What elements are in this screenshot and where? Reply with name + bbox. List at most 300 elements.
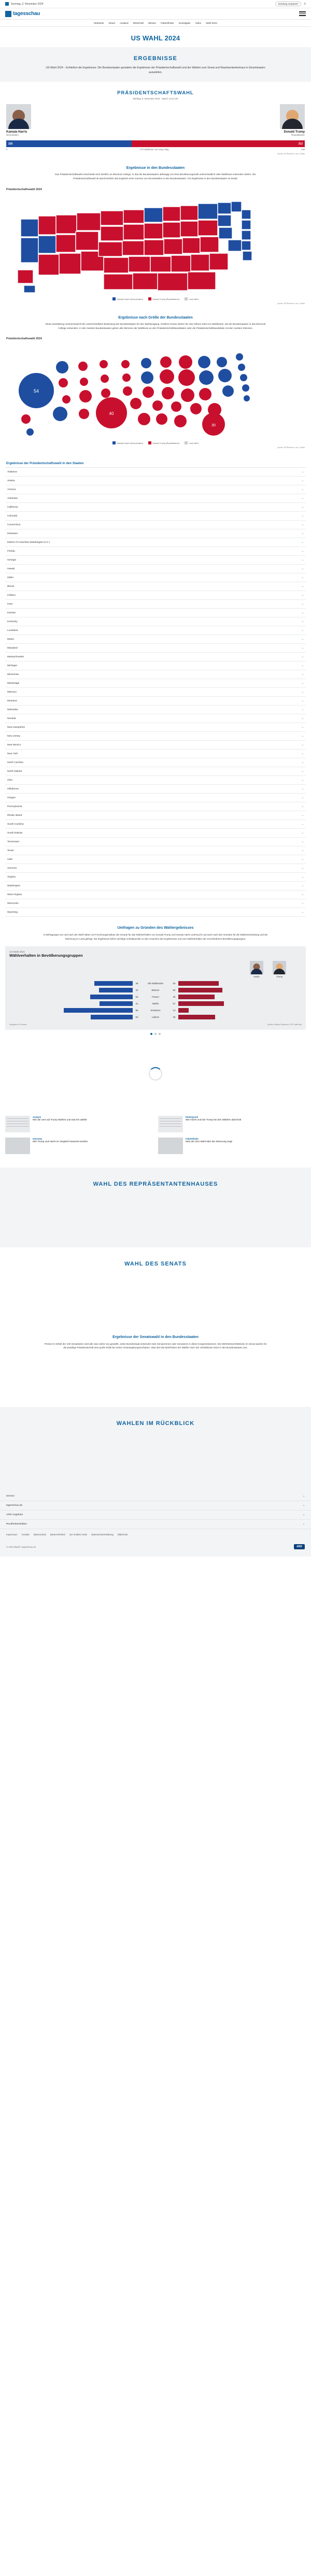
chevron-down-icon[interactable]: ⌄ (301, 840, 304, 844)
chevron-down-icon[interactable]: ⌄ (301, 629, 304, 632)
nav-item-inland[interactable]: Inland (108, 22, 115, 24)
chevron-down-icon[interactable]: ⌄ (301, 646, 304, 650)
chevron-down-icon[interactable]: ⌄ (301, 690, 304, 694)
chevron-down-icon[interactable]: ⌄ (301, 761, 304, 765)
state-name: Massachusetts (7, 655, 24, 658)
state-row[interactable] (5, 855, 306, 864)
state-name: Delaware (7, 532, 18, 535)
state-row[interactable] (5, 838, 306, 846)
trump-party: Republikaner (291, 134, 305, 137)
wahlverhalten-row (9, 980, 302, 987)
teaser-card-1[interactable] (5, 1116, 153, 1132)
state-row[interactable] (5, 706, 306, 714)
state-name: New Hampshire (7, 726, 25, 729)
loading-spinner-icon (149, 1067, 162, 1081)
teaser-card-3[interactable] (5, 1138, 153, 1154)
sendung-verpasst-button[interactable]: Sendung verpasst? (275, 2, 302, 6)
state-row[interactable] (5, 820, 306, 829)
harris-value: 86 (135, 1009, 138, 1012)
trump-value: 55 (173, 988, 176, 991)
repraesentantenhaus-section (0, 1168, 311, 1247)
chevron-down-icon[interactable]: ⌄ (301, 550, 304, 553)
brand-square-icon (5, 11, 11, 17)
teaser-kicker-1: Analyse (33, 1115, 41, 1118)
nav-item-startseite[interactable]: Startseite (93, 22, 104, 24)
chevron-down-icon[interactable]: ⌄ (301, 699, 304, 703)
chevron-down-icon[interactable]: ⌄ (302, 1514, 305, 1517)
state-name: North Carolina (7, 761, 23, 764)
teaser-card-4[interactable] (158, 1138, 306, 1154)
svg-text:54: 54 (33, 388, 39, 394)
chevron-down-icon[interactable]: ⌄ (301, 638, 304, 641)
nav-item-wirtschaft[interactable]: Wirtschaft (133, 22, 144, 24)
state-name: South Dakota (7, 831, 23, 834)
nav-item-wissen[interactable]: Wissen (148, 22, 157, 24)
state-row[interactable] (5, 644, 306, 653)
state-name: Missouri (7, 690, 17, 694)
harris-bar (64, 1008, 133, 1013)
state-name: Louisiana (7, 629, 18, 632)
state-row[interactable] (5, 670, 306, 679)
harris-bar (91, 1015, 133, 1019)
state-row[interactable] (5, 767, 306, 776)
chevron-down-icon[interactable]: ⌄ (301, 567, 304, 571)
page-hero (0, 27, 311, 47)
state-name: Texas (7, 849, 14, 852)
trump-name: Donald Trump (284, 131, 305, 134)
footer-link-bildrechte[interactable]: Bildrechte (117, 1533, 128, 1536)
teaser-title-2[interactable]: Wie Harris und wie Trump bei den Wählern abschnitt (186, 1118, 242, 1121)
chevron-down-icon[interactable]: ⌄ (301, 682, 304, 685)
state-name: California (7, 506, 18, 509)
state-row[interactable] (5, 908, 306, 917)
chevron-down-icon[interactable]: ⌄ (301, 523, 304, 527)
group-label: Schwarze (150, 1009, 161, 1012)
harris-mini-photo (250, 961, 263, 974)
trump-bar (178, 1015, 215, 1019)
ergebnisse-text: US-Wahl 2024 - Schließen die Ergebnisse: Die Bundesstaaten gestalten die Ergebnisse der Präsidentschaftswahl und der Wahlen zum Senat und Repräsentantenhaus in Einzelstaaten auswählen. (46, 66, 265, 74)
trump-value: 46 (173, 1015, 176, 1018)
teaser-row-1 (5, 1116, 306, 1138)
chevron-down-icon[interactable]: ⌄ (301, 831, 304, 835)
bubble-legend (0, 440, 311, 444)
legend-harris-bubble: Kamala Harris (Demokraten) (112, 441, 143, 444)
state-name: Washington (7, 884, 21, 887)
senat-section (0, 1247, 311, 1407)
state-row[interactable] (5, 714, 306, 723)
state-name: Iowa (7, 602, 13, 606)
groesse-text: Diese Darstellung veranschaulicht die unterschiedliche Bedeutung der Bundesstaaten für den Wahlausgang. Größere Kreise stehen für eine höhere Zahl von Wahlleuten, die die Bundesstaaten in das Electoral College entsenden. In den meisten Bundesstaaten gehen alle Stimmen der Wahlleute an den Präsidentschaftskandidaten oder die Präsidentschaftskandidatin mit den meisten Stimmen. (45, 322, 266, 329)
state-row[interactable] (5, 626, 306, 635)
senat-block-text: Presse im Drittel der 100 Senatssitze wird alle zwei Jahre neu gewählt. Jeder Bundesstaat entsendet zwei Senatorinnen oder Senatoren in diese Kongresskammer. Die Mehrheitsverhältnisse im Senat spielen für die jeweilige Präsidentschaft eine große Rolle bei seiner Gesetzgebungsvorhaben. Was dort die Mehrheiten der Wähler sind: Die Verhältnisse 2024 in den Bundesstaaten aus. (44, 1342, 267, 1349)
state-name: Vermont (7, 867, 17, 870)
trump-bar (178, 981, 219, 986)
chevron-down-icon[interactable]: ⌄ (301, 708, 304, 712)
state-row[interactable] (5, 802, 306, 811)
trump-mini-photo (273, 961, 286, 974)
state-row[interactable] (5, 521, 306, 529)
trump-bar (178, 1008, 189, 1013)
footer-link-impressum[interactable]: Impressum (6, 1533, 18, 1536)
chevron-down-icon[interactable]: ⌄ (301, 602, 304, 606)
nav-item-faktenfinder[interactable]: Faktenfinder (161, 22, 174, 24)
state-name: Hawaii (7, 567, 15, 570)
chevron-down-icon[interactable]: ⌄ (301, 805, 304, 809)
state-name: West Virginia (7, 893, 22, 896)
state-row[interactable] (5, 882, 306, 890)
state-name: Oklahoma (7, 787, 19, 790)
teaser-row-2 (5, 1138, 306, 1159)
state-name: Alabama (7, 470, 17, 473)
footer-link-kontakt[interactable]: Kontakt (21, 1533, 30, 1536)
state-name: Wyoming (7, 911, 18, 914)
wahlverhalten-row (9, 1014, 302, 1020)
praesidentschaftswahl-heading: PRÄSIDENTSCHAFTSWAHL (117, 90, 194, 96)
brand-name: tagesschau (13, 11, 40, 17)
utility-bar (0, 0, 311, 8)
state-row[interactable] (5, 776, 306, 785)
harris-bar (99, 988, 133, 992)
ergebnisse-heading: ERGEBNISSE (133, 55, 178, 62)
harris-party: Demokraten (6, 134, 19, 137)
state-name: Utah (7, 858, 13, 861)
repraesentantenhaus-heading: WAHL DES REPRÄSENTANTENHAUSES (93, 1181, 218, 1187)
chevron-down-icon[interactable]: ⌄ (301, 770, 304, 773)
us-map-svg (5, 192, 306, 296)
chevron-down-icon[interactable]: ⌄ (302, 1504, 305, 1507)
state-row[interactable] (5, 591, 306, 600)
state-name: Wisconsin (7, 902, 19, 905)
map-source: Quelle: AP/Election Lab | Grafik (277, 302, 305, 305)
teaser-title-1[interactable]: Wie die USA auf Trump Wahlen und was ihn wählte (33, 1118, 87, 1121)
state-row[interactable] (5, 732, 306, 741)
carousel-dot-2[interactable] (154, 1033, 157, 1035)
state-row[interactable] (5, 679, 306, 688)
state-name: Idaho (7, 576, 14, 579)
chevron-down-icon[interactable]: ⌄ (301, 532, 304, 536)
footer-row-tagesschau[interactable]: tagesschau.de ⌄ (0, 1501, 311, 1510)
harris-photo (6, 104, 31, 129)
nav-item-video[interactable]: Video (195, 22, 202, 24)
chevron-down-icon[interactable]: ⌄ (301, 514, 304, 518)
ard-logo[interactable]: ARD (294, 1544, 305, 1549)
chevron-down-icon[interactable]: ⌄ (301, 585, 304, 588)
state-row[interactable] (5, 688, 306, 697)
state-row[interactable] (5, 565, 306, 573)
trump-bar (178, 1001, 224, 1006)
candidate-row (0, 104, 311, 136)
map-states (18, 202, 252, 293)
state-row[interactable] (5, 600, 306, 609)
state-results-title: Ergebnisse der Präsidentschaftswahl in den Staaten (6, 462, 84, 466)
state-name: Michigan (7, 664, 18, 667)
panel-kicker: US-Wahl 2024 (9, 950, 25, 953)
state-row[interactable] (5, 741, 306, 750)
article-thumb (158, 1138, 183, 1154)
state-name: Pennsylvania (7, 805, 22, 808)
legend-open: noch offen (185, 297, 199, 300)
state-name: Arizona (7, 488, 16, 491)
state-row[interactable] (5, 512, 306, 521)
chevron-down-icon[interactable]: ⌄ (301, 611, 304, 615)
state-name: Minnesota (7, 673, 19, 676)
harris-bar (100, 1001, 133, 1006)
harris-value: 48 (135, 982, 138, 985)
harris-bar (94, 981, 133, 986)
brand-logo[interactable] (5, 11, 40, 17)
harris-name: Kamala Harris (6, 131, 27, 134)
panel-candidates (9, 961, 302, 978)
carousel-dots[interactable] (0, 1030, 311, 1035)
teaser-kicker-3: Interview (33, 1137, 43, 1140)
state-row[interactable] (5, 758, 306, 767)
umfragen-section (0, 917, 311, 1112)
state-row[interactable] (5, 617, 306, 626)
chevron-down-icon[interactable]: ⌄ (301, 787, 304, 791)
state-name: South Carolina (7, 823, 24, 826)
chevron-down-icon[interactable]: ⌄ (301, 823, 304, 826)
nav-item-investigativ[interactable]: Investigativ (178, 22, 191, 24)
state-row[interactable] (5, 547, 306, 556)
chevron-down-icon[interactable]: ⌄ (301, 506, 304, 509)
trump-value: 57 (173, 1002, 176, 1005)
state-row[interactable] (5, 899, 306, 908)
chevron-down-icon[interactable]: ⌄ (301, 470, 304, 474)
nav-item-wahl2024[interactable]: Wahl 2024 (206, 22, 218, 24)
harris-value: 53 (135, 995, 138, 998)
teaser-kicker-2: Hintergrund (186, 1115, 198, 1118)
state-row[interactable] (5, 635, 306, 644)
chevron-down-icon[interactable]: ⌄ (301, 655, 304, 659)
nav-item-ausland[interactable]: Ausland (119, 22, 129, 24)
panel-candidate-harris (250, 961, 263, 978)
state-name: Colorado (7, 514, 18, 517)
state-name: Maine (7, 638, 15, 641)
harris-value: 41 (135, 1002, 138, 1005)
ergebnisse-section (0, 47, 311, 82)
group-label: Latinos (151, 1015, 160, 1018)
chevron-down-icon[interactable]: ⌄ (301, 858, 304, 861)
trump-electors: 312 (132, 140, 305, 147)
state-row[interactable] (5, 494, 306, 503)
bundesstaaten-heading: Ergebnisse in den Bundesstaaten (126, 166, 185, 170)
loading-area (0, 1035, 311, 1113)
footer-link-datenschutzerklaerung[interactable]: Datenschutzerklärung (91, 1533, 114, 1536)
state-row[interactable] (5, 697, 306, 706)
bundesstaaten-block (0, 161, 311, 311)
state-name: Tennessee (7, 840, 20, 843)
article-thumb (5, 1138, 30, 1154)
state-row[interactable] (5, 556, 306, 565)
chevron-down-icon[interactable]: ⌄ (301, 594, 304, 597)
bubble-source: Quelle: AP/Election Lab | Grafik (277, 447, 305, 449)
svg-text:30: 30 (211, 424, 216, 428)
state-name: Connecticut (7, 523, 21, 526)
state-row[interactable] (5, 794, 306, 802)
harris-value: 42 (135, 988, 138, 991)
trump-value: 50 (173, 982, 176, 985)
chevron-down-icon[interactable]: ⌄ (301, 849, 304, 853)
state-name: Virginia (7, 875, 16, 879)
map-chart-label: Präsidentschaftswahl 2024 (6, 188, 42, 191)
teaser-section (0, 1113, 311, 1168)
legend-trump: Donald Trump (Republikaner) (148, 297, 179, 300)
chevron-down-icon[interactable]: ⌄ (301, 488, 304, 492)
state-row[interactable] (5, 890, 306, 899)
choropleth-map[interactable] (5, 192, 306, 296)
wahlverhalten-rows (9, 978, 302, 1020)
state-row[interactable] (5, 573, 306, 582)
panel-foot-right: Quelle: Edison Research / AP VoteCast (267, 1023, 302, 1026)
bubble-map-svg (5, 341, 306, 440)
praesidentschaftswahl-meta: Wahltag: 5. November 2024 · Stand: 13:42 Uhr (133, 97, 178, 100)
state-row[interactable] (5, 468, 306, 477)
state-row[interactable] (5, 846, 306, 855)
state-row[interactable] (5, 811, 306, 820)
rueckblick-section (0, 1407, 311, 1487)
state-name: Illinois (7, 585, 15, 588)
teaser-card-2[interactable] (158, 1116, 306, 1132)
footer-row-ard-angebote[interactable]: ARD-Angebote ⌄ (0, 1510, 311, 1520)
footer-link-mobile[interactable]: Zur mobilen Seite (69, 1533, 88, 1536)
chevron-down-icon[interactable]: ⌄ (301, 867, 304, 870)
state-results-section (0, 455, 311, 917)
state-name: District of Columbia (Washington D.C.) (7, 541, 50, 544)
chevron-down-icon[interactable]: ⌄ (301, 576, 304, 580)
state-row[interactable] (5, 485, 306, 494)
state-row[interactable] (5, 582, 306, 591)
state-row[interactable] (5, 829, 306, 838)
footer-link-datenschutz[interactable]: Datenschutz (33, 1533, 47, 1536)
groesse-heading: Ergebnisse nach Größe der Bundesstaaten (118, 315, 193, 320)
teaser-kicker-4: Faktenfinder (186, 1137, 199, 1140)
senat-block-heading: Ergebnisse der Senatswahl in den Bundesstaaten (112, 1335, 199, 1339)
candidate-trump (227, 104, 305, 136)
state-name: Nevada (7, 717, 16, 720)
search-icon[interactable]: ⚲ (304, 2, 306, 6)
panel-footer (9, 1020, 302, 1026)
trump-bar (178, 988, 222, 992)
state-row[interactable] (5, 477, 306, 485)
chevron-down-icon[interactable]: ⌄ (302, 1523, 305, 1526)
chevron-down-icon[interactable]: ⌄ (301, 479, 304, 483)
candidate-harris (6, 104, 84, 136)
state-accordion[interactable] (5, 467, 306, 917)
wahlverhalten-row (9, 994, 302, 1000)
hamburger-icon[interactable] (299, 11, 306, 16)
carousel-dot-1[interactable] (150, 1033, 152, 1035)
wahlverhalten-row (9, 1000, 302, 1007)
state-row[interactable] (5, 750, 306, 758)
state-name: New Mexico (7, 743, 21, 746)
chevron-down-icon[interactable]: ⌄ (301, 911, 304, 914)
harris-bar (90, 995, 133, 999)
state-name: Ohio (7, 779, 13, 782)
svg-text:40: 40 (109, 411, 114, 416)
chevron-down-icon[interactable]: ⌄ (301, 893, 304, 897)
map-legend (0, 296, 311, 300)
state-name: Oregon (7, 796, 16, 799)
chevron-down-icon[interactable]: ⌄ (301, 875, 304, 879)
state-name: Arkansas (7, 497, 18, 500)
state-row[interactable] (5, 503, 306, 512)
state-name: Florida (7, 550, 15, 553)
chevron-down-icon[interactable]: ⌄ (301, 726, 304, 729)
logo-square (5, 2, 9, 6)
state-row[interactable] (5, 661, 306, 670)
chevron-down-icon[interactable]: ⌄ (301, 884, 304, 888)
state-row[interactable] (5, 873, 306, 882)
footer-row-service[interactable]: Service ⌄ (0, 1492, 311, 1501)
wahlverhalten-panel (5, 946, 306, 1030)
chevron-down-icon[interactable]: ⌄ (301, 558, 304, 562)
state-name: Kentucky (7, 620, 18, 623)
state-row[interactable] (5, 609, 306, 617)
bubble-map[interactable] (5, 341, 306, 440)
chevron-down-icon[interactable]: ⌄ (302, 1495, 305, 1498)
chevron-down-icon[interactable]: ⌄ (301, 735, 304, 738)
chevron-down-icon[interactable]: ⌄ (301, 743, 304, 747)
chevron-down-icon[interactable]: ⌄ (301, 664, 304, 668)
chevron-down-icon[interactable]: ⌄ (301, 497, 304, 500)
footer-link-barrierefreiheit[interactable]: Barrierefreiheit (50, 1533, 65, 1536)
source-note: Quelle: AP/Election Lab | Grafik (277, 153, 305, 155)
state-name: Mississippi (7, 682, 20, 685)
panel-title: Wählverhalten in Bevölkerungsgruppen (9, 953, 83, 958)
chevron-down-icon[interactable]: ⌄ (301, 541, 304, 544)
teaser-title-4[interactable]: Was die USA-Wahl über die Stimmung zeigt (186, 1140, 232, 1143)
state-row[interactable] (5, 864, 306, 873)
footer-row-rundfunkanstalten[interactable]: Rundfunkanstalten ⌄ (0, 1520, 311, 1529)
legend-open-bubble: noch offen (185, 441, 199, 444)
senat-heading: WAHL DES SENATS (124, 1260, 187, 1267)
chevron-down-icon[interactable]: ⌄ (301, 902, 304, 905)
panel-foot-left: Angaben in Prozent (9, 1023, 27, 1026)
praesidentschaftswahl-section (0, 82, 311, 161)
state-row[interactable] (5, 653, 306, 661)
trump-mini-name: Trump (276, 975, 282, 978)
page-title: US WAHL 2024 (131, 34, 180, 42)
chevron-down-icon[interactable]: ⌄ (301, 796, 304, 800)
chevron-down-icon[interactable]: ⌄ (301, 717, 304, 721)
state-row[interactable] (5, 529, 306, 538)
group-label: Weiße (152, 1002, 159, 1005)
chevron-down-icon[interactable]: ⌄ (301, 814, 304, 817)
carousel-dot-3[interactable] (159, 1033, 161, 1035)
utility-date: Sonntag, 3. November 2024 (11, 2, 44, 6)
harris-electors: 226 (6, 140, 132, 147)
legend-harris: Kamala Harris (Demokraten) (112, 297, 143, 300)
teaser-title-3[interactable]: Wie Trump und Harris im Vergleich bewertet werden (33, 1140, 88, 1143)
chevron-down-icon[interactable]: ⌄ (301, 673, 304, 677)
chevron-down-icon[interactable]: ⌄ (301, 752, 304, 756)
state-row[interactable] (5, 538, 306, 547)
panel-candidate-trump (273, 961, 286, 978)
main-navigation[interactable] (0, 20, 311, 27)
footer-links[interactable] (0, 1529, 311, 1540)
state-name: New York (7, 752, 18, 755)
state-name: Maryland (7, 646, 18, 650)
harris-mini-name: Harris (253, 975, 260, 978)
chevron-down-icon[interactable]: ⌄ (301, 620, 304, 624)
bubble-states (19, 353, 250, 436)
footer-bottom (0, 1540, 311, 1557)
chevron-down-icon[interactable]: ⌄ (301, 779, 304, 782)
state-row[interactable] (5, 723, 306, 732)
state-row[interactable] (5, 785, 306, 794)
harris-value: 52 (135, 1015, 138, 1018)
trump-value: 13 (173, 1009, 176, 1012)
